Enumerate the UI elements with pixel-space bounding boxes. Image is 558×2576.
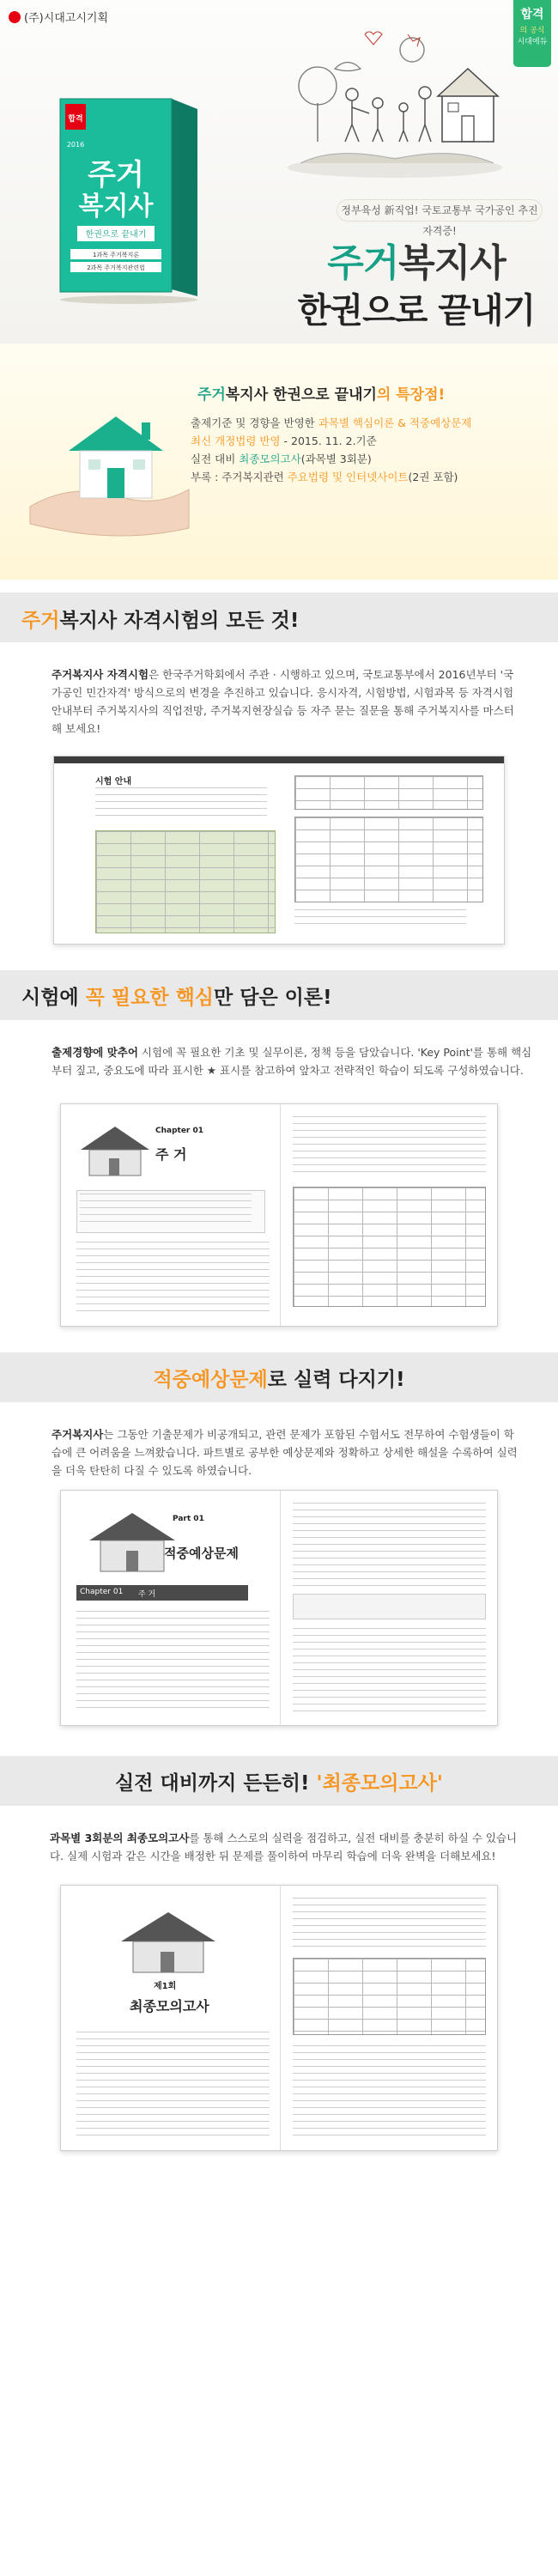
- book-tag2: 2과목 주거복지관련법: [87, 264, 145, 271]
- publisher-emblem-icon: [9, 11, 21, 23]
- hero-title-green: 주거: [327, 241, 399, 285]
- section1-paragraph: 주거복지사 자격시험은 한국주거학회에서 주관 · 시행하고 있으며, 국토교통부에서 2016년부터 '국가공인 민간자격' 방식으로의 변경을 추진하고 있습니다. 응시자격, 시험방법, 시험과목 등 자격시험 안내부터 주거복지사의 직업전망, 주거복지현장실습 등 자주 묻는 질문을 통해 주거복지사를 마스터해 보세요!: [52, 668, 514, 735]
- page-footer-space: [0, 2181, 558, 2576]
- family-sketch-illustration: [283, 17, 506, 180]
- exam-guide-page: [53, 756, 505, 945]
- practice-spread: [60, 1490, 498, 1726]
- section1-heading: 주거복지사 자격시험의 모든 것!: [21, 610, 300, 632]
- hero-subtitle: 정부육성 新직업! 국토교통부 국가공인 추진 자격증!: [337, 199, 543, 222]
- mock-exam-spread: [60, 1885, 498, 2151]
- mock-cover-number: 제1회: [154, 1982, 177, 1991]
- practice-chapter-label: Chapter 01: [80, 1588, 124, 1596]
- chapter-title: 주 거: [155, 1146, 187, 1163]
- pass-badge[interactable]: [513, 0, 551, 67]
- sketch-tree-icon: [299, 67, 337, 142]
- exam-table-right: [294, 817, 483, 902]
- exam-table-right-top: [294, 775, 483, 810]
- part-house-icon: [85, 1506, 179, 1575]
- chapter-label: Chapter 01: [155, 1127, 204, 1135]
- section3-heading: 적중예상문제로 실력 다지기!: [153, 1369, 405, 1391]
- badge-line1: 합격: [520, 8, 544, 21]
- feature-item: 실전 대비 최종모의고사(과목별 3회분): [191, 453, 372, 465]
- section2-heading: 시험에 꼭 필요한 핵심만 담은 이론!: [21, 987, 332, 1009]
- section2-paragraph: 출제경향에 맞추어 시험에 꼭 필요한 기초 및 실무이론, 정책 등을 담았습니다. 'Key Point'를 통해 핵심부터 짚고, 중요도에 따라 표시한 ★ 표시를 참고하여 앞차고 전략적인 학습이 되도록 구성하였습니다.: [52, 1046, 532, 1077]
- exam-table-left: [95, 830, 276, 933]
- part-title: 적중예상문제: [164, 1546, 239, 1561]
- book-title-line1: 주거: [88, 158, 144, 192]
- theory-table: [293, 1187, 486, 1307]
- feature-item: 부록 : 주거복지관련 주요법령 및 인터넷사이트(2권 포함): [191, 471, 458, 483]
- hero-subtitle-large: 한권으로 끝내기: [297, 291, 536, 331]
- hero-title: [275, 232, 558, 287]
- house-in-hand-illustration: [21, 378, 193, 550]
- section3-paragraph: 주거복지사는 그동안 기출문제가 비공개되고, 관련 문제가 포함된 수험서도 전무하여 수험생들이 학습에 큰 어려움을 느껴왔습니다. 파트별로 공부한 예상문제와 정확하고 상세한 해설을 수록하여 실력을 더욱 탄탄히 다질 수 있도록 하였습니다.: [52, 1428, 518, 1477]
- part-label: Part 01: [173, 1515, 204, 1523]
- theory-spread: [60, 1103, 498, 1327]
- book-cover[interactable]: [52, 90, 206, 305]
- mock-table: [293, 1958, 486, 2035]
- book-tag1: 1과목 주거복지론: [92, 252, 140, 258]
- feature-title-orange: 의 특장점!: [376, 386, 446, 404]
- book-title-line2: 복지사: [78, 191, 154, 222]
- book-brand: 합격: [68, 115, 83, 124]
- feature-title: [197, 382, 445, 404]
- feature-title-green: 주거: [197, 386, 226, 404]
- feature-list: [191, 414, 551, 486]
- feature-item: 최신 개정법령 반영 - 2015. 11. 2.기준: [191, 434, 377, 447]
- section4-heading: 실전 대비까지 든든히! '최종모의고사': [115, 1772, 443, 1795]
- chapter-house-icon: [76, 1120, 154, 1180]
- practice-chapter-name: 주 거: [138, 1590, 156, 1599]
- badge-line3: 시대에듀: [517, 38, 548, 46]
- exam-guide-heading: 시험 안내: [95, 777, 132, 787]
- publisher-name: (주)시대고시기획: [24, 12, 109, 25]
- mock-cover-title: 최종모의고사: [130, 1998, 209, 2014]
- book-year: 2016: [66, 141, 85, 149]
- badge-line2: 의 공식: [519, 27, 545, 35]
- section4-paragraph: 과목별 3회분의 최종모의고사를 통해 스스로의 실력을 점검하고, 실전 대비를 충분히 하실 수 있습니다. 실제 시험과 같은 시간을 배정한 뒤 문제를 풀이하여 마무리 학습에 더욱 완벽을 더해보세요!: [50, 1832, 518, 1862]
- publisher-logo[interactable]: [9, 9, 108, 25]
- feature-item: 출제기준 및 경향을 반영한 과목별 핵심이론 & 적중예상문제: [191, 416, 472, 429]
- hero-title-dark: 복지사: [398, 241, 506, 285]
- mock-house-icon: [112, 1907, 224, 1976]
- sketch-house-icon: [438, 69, 498, 142]
- hero-banner: [0, 0, 558, 343]
- feature-title-dark: 복지사 한권으로 끝내기: [225, 386, 377, 404]
- book-subtitle: 한권으로 끝내기: [85, 230, 147, 240]
